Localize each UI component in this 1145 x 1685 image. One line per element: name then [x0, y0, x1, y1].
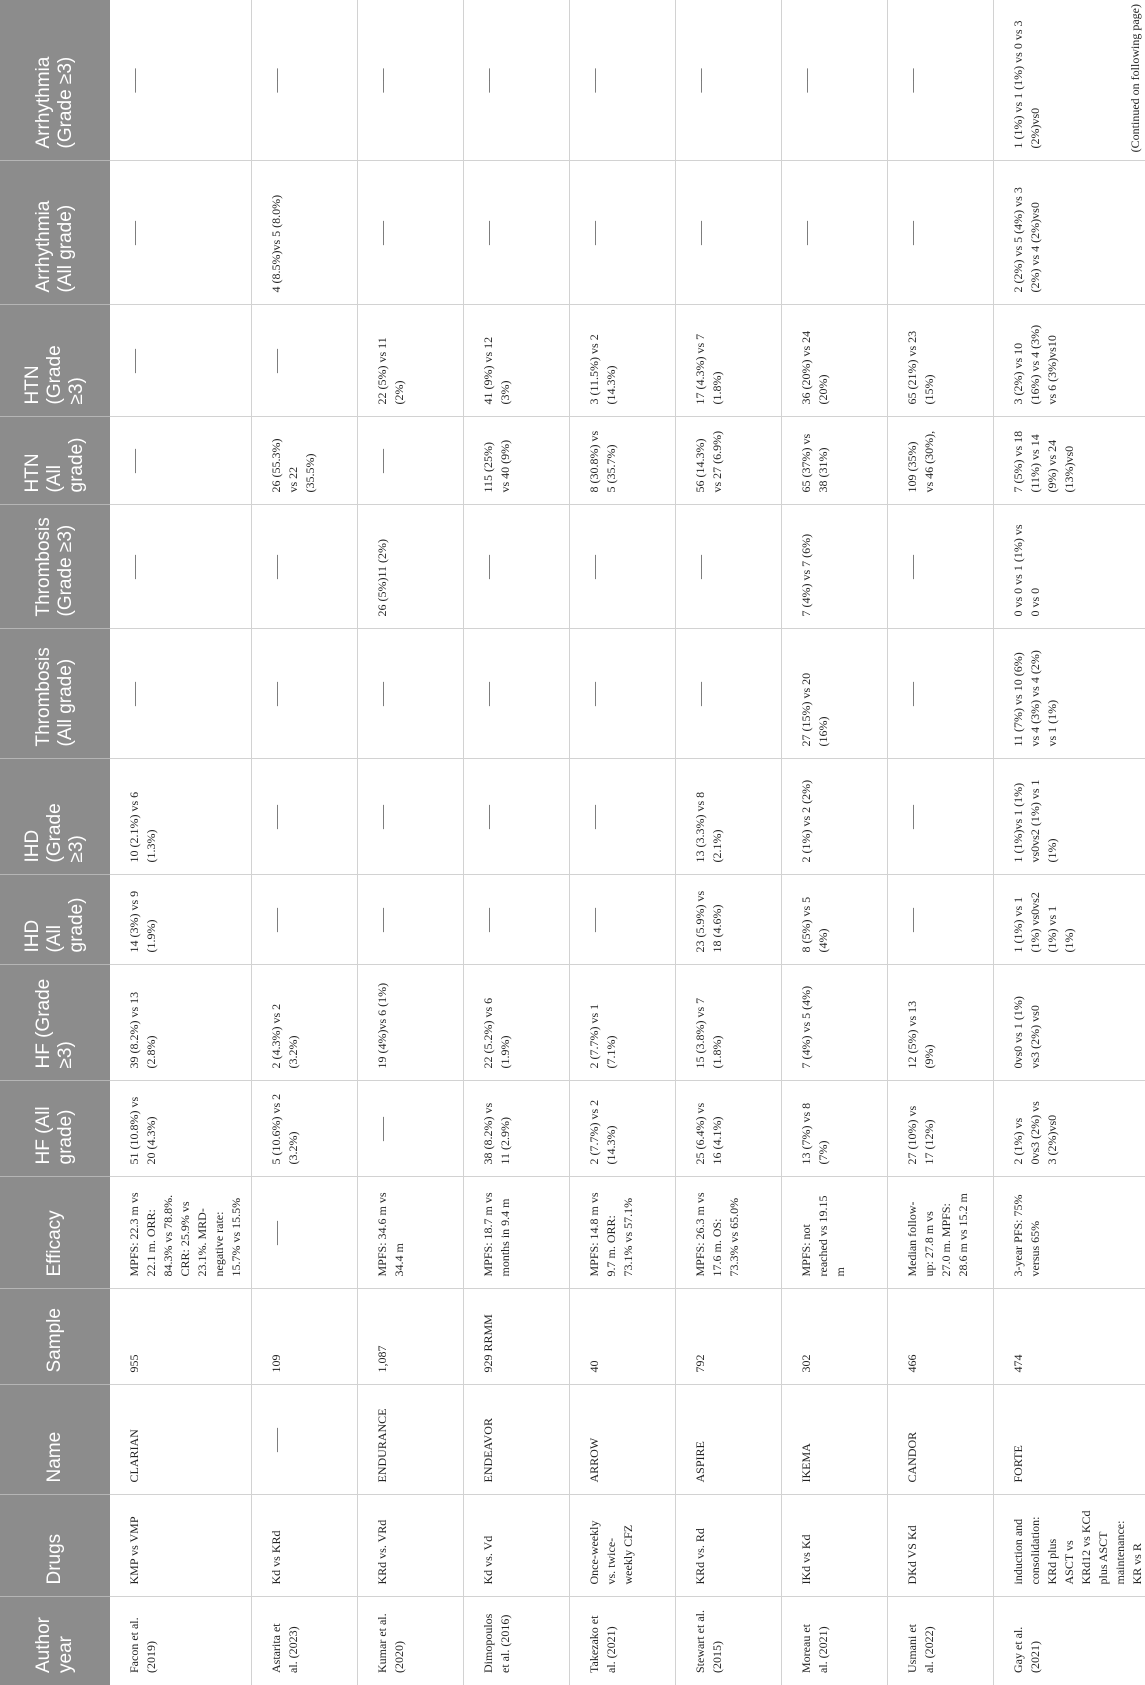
table-cell: 26 (5%)11 (2%) [358, 505, 464, 629]
table-cell: —— [252, 629, 358, 759]
table-cell: KRd vs. VRd [358, 1495, 464, 1597]
table-cell: ENDEAVOR [464, 1385, 570, 1495]
table-cell: —— [464, 629, 570, 759]
table-cell: ENDURANCE [358, 1385, 464, 1495]
table-cell: —— [888, 629, 994, 759]
table-cell: induction and consolidation: KRd plus ASCT vs KRd12 vs KCd plus ASCT maintenance: KR vs R [994, 1495, 1145, 1597]
table-cell: Once-weekly vs. twice-weekly CFZ [570, 1495, 676, 1597]
table-cell: —— [888, 0, 994, 161]
table-cell: MPFS: 22.3 m vs 22.1 m. ORR: 84.3% vs 78.8%. CRR: 25.9% vs 23.1%. MRD-negative rate: 15.7% vs 15.5% [110, 1177, 252, 1289]
table-cell: Stewart et al. (2015) [676, 1597, 782, 1685]
table-cell: MPFS: 26.3 m vs 17.6 m. OS: 73.3% vs 65.0% [676, 1177, 782, 1289]
table-cell: —— [110, 161, 252, 305]
table-cell: —— [570, 629, 676, 759]
table-cell: 12 (5%) vs 13 (9%) [888, 965, 994, 1081]
column-header: Sample [0, 1289, 110, 1385]
table-cell: Takezako et al. (2021) [570, 1597, 676, 1685]
table-cell: 955 [110, 1289, 252, 1385]
table-cell: 51 (10.8%) vs 20 (4.3%) [110, 1081, 252, 1177]
table-cell: 5 (10.6%) vs 2 (3.2%) [252, 1081, 358, 1177]
table-cell: —— [888, 505, 994, 629]
table-cell: 466 [888, 1289, 994, 1385]
table-cell: FORTE [994, 1385, 1145, 1495]
table-cell: 27 (10%) vs 17 (12%) [888, 1081, 994, 1177]
table-cell: Kd vs KRd [252, 1495, 358, 1597]
column-header: Arrhythmia (All grade) [0, 161, 110, 305]
table-cell: 8 (5%) vs 5 (4%) [782, 875, 888, 965]
table-row [994, 0, 1145, 1685]
table-cell: —— [464, 161, 570, 305]
column-header: HTN (All grade) [0, 417, 110, 505]
table-cell: MPFS: 34.6 m vs 34.4 m [358, 1177, 464, 1289]
table-row [358, 0, 464, 1685]
table-cell: CLARIAN [110, 1385, 252, 1495]
table-cell: 0 vs 0 vs 1 (1%) vs 0 vs 0 [994, 505, 1145, 629]
table-cell: —— [358, 0, 464, 161]
table-cell: 302 [782, 1289, 888, 1385]
table-cell: 27 (15%) vs 20 (16%) [782, 629, 888, 759]
table-cell: —— [464, 759, 570, 875]
table-cell: —— [570, 0, 676, 161]
column-header: IHD (All grade) [0, 875, 110, 965]
table-cell: 0vs0 vs 1 (1%) vs3 (2%) vs0 [994, 965, 1145, 1081]
table-cell: 7 (4%) vs 7 (6%) [782, 505, 888, 629]
column-header: IHD (Grade ≥3) [0, 759, 110, 875]
table-cell: 8 (30.8%) vs 5 (35.7%) [570, 417, 676, 505]
table-cell: —— [252, 505, 358, 629]
table-row [782, 0, 888, 1685]
table-cell: MPFS: 18.7 m vs months in 9.4 m [464, 1177, 570, 1289]
table-cell: —— [252, 1177, 358, 1289]
table-cell: MPFS: not reached vs 19.15 m [782, 1177, 888, 1289]
table-cell: —— [676, 505, 782, 629]
table-cell: 4 (8.5%)vs 5 (8.0%) [252, 161, 358, 305]
table-cell: —— [110, 505, 252, 629]
table-cell: —— [570, 875, 676, 965]
table-cell: 14 (3%) vs 9 (1.9%) [110, 875, 252, 965]
table-row [464, 0, 570, 1685]
table-cell: Facon et al. (2019) [110, 1597, 252, 1685]
table-cell: —— [888, 875, 994, 965]
table-cell: —— [676, 629, 782, 759]
table-cell: —— [570, 759, 676, 875]
table-cell: —— [110, 417, 252, 505]
table-cell: 2 (7.7%) vs 2 (14.3%) [570, 1081, 676, 1177]
table-cell: 23 (5.9%) vs 18 (4.6%) [676, 875, 782, 965]
table-cell: Gay et al. (2021) [994, 1597, 1145, 1685]
table-cell: 11 (7%) vs 10 (6%) vs 4 (3%) vs 4 (2%) vs 1 (1%) [994, 629, 1145, 759]
table-cell: —— [570, 161, 676, 305]
table-cell: —— [110, 629, 252, 759]
table-cell: 15 (3.8%) vs 7 (1.8%) [676, 965, 782, 1081]
table-row [252, 0, 358, 1685]
column-header: Drugs [0, 1495, 110, 1597]
table-row [570, 0, 676, 1685]
table-cell: —— [570, 505, 676, 629]
table-cell: 13 (7%) vs 8 (7%) [782, 1081, 888, 1177]
table-cell: —— [252, 875, 358, 965]
table-cell: —— [252, 759, 358, 875]
column-header: HF (Grade ≥3) [0, 965, 110, 1081]
table-cell: —— [464, 875, 570, 965]
table-cell: —— [888, 759, 994, 875]
table-body [110, 0, 1145, 1685]
table-cell: 7 (4%) vs 5 (4%) [782, 965, 888, 1081]
table-cell: 19 (4%)vs 6 (1%) [358, 965, 464, 1081]
table-cell: 38 (8.2%) vs 11 (2.9%) [464, 1081, 570, 1177]
table-cell: Kd vs. Vd [464, 1495, 570, 1597]
table-cell: 1 (1%) vs 1 (1%) vs0vs2 (1%) vs 1 (1%) [994, 875, 1145, 965]
column-header: Thrombosis (All grade) [0, 629, 110, 759]
table-cell: 1 (1%) vs 1 (1%) vs 0 vs 3 (2%)vs0 [994, 0, 1145, 161]
table-cell: ASPIRE [676, 1385, 782, 1495]
table-row [676, 0, 782, 1685]
table-cell: —— [110, 305, 252, 417]
table-row [110, 0, 252, 1685]
table-cell: Moreau et al. (2021) [782, 1597, 888, 1685]
table-cell: DKd VS Kd [888, 1495, 994, 1597]
table-cell: KRd vs. Rd [676, 1495, 782, 1597]
table-cell: Median follow-up: 27.8 m vs 27.0 m. MPFS: 28.6 m vs 15.2 m [888, 1177, 994, 1289]
table-cell: —— [782, 0, 888, 161]
table-cell: —— [358, 875, 464, 965]
table-cell: —— [888, 161, 994, 305]
table-cell: 25 (6.4%) vs 16 (4.1%) [676, 1081, 782, 1177]
table-cell: 2 (7.7%) vs 1 (7.1%) [570, 965, 676, 1081]
table-cell: 2 (1%) vs 2 (2%) [782, 759, 888, 875]
table-cell: 2 (1%) vs 0vs3 (2%) vs 3 (2%)vs0 [994, 1081, 1145, 1177]
table-cell: 1,087 [358, 1289, 464, 1385]
table-cell: KMP vs VMP [110, 1495, 252, 1597]
table-cell: ARROW [570, 1385, 676, 1495]
table-cell: —— [358, 161, 464, 305]
table-cell: —— [358, 417, 464, 505]
table-cell: —— [782, 161, 888, 305]
table-cell: —— [110, 0, 252, 161]
table-cell: 36 (20%) vs 24 (20%) [782, 305, 888, 417]
table-cell: 22 (5%) vs 11 (2%) [358, 305, 464, 417]
table-cell: 65 (37%) vs 38 (31%) [782, 417, 888, 505]
table-cell: —— [358, 759, 464, 875]
column-header: Name [0, 1385, 110, 1495]
table-cell: 1 (1%)vs 1 (1%) vs0vs2 (1%) vs 1 (1%) [994, 759, 1145, 875]
header-row [0, 0, 110, 1685]
table-cell: 7 (5%) vs 18 (11%) vs 14 (9%) vs 24 (13%)vs0 [994, 417, 1145, 505]
table-cell: 2 (2%) vs 5 (4%) vs 3 (2%) vs 4 (2%)vs0 [994, 161, 1145, 305]
table-cell: 10 (2.1%) vs 6 (1.3%) [110, 759, 252, 875]
table-cell: —— [252, 1385, 358, 1495]
table-cell: Astarita et al. (2023) [252, 1597, 358, 1685]
table-cell: 474 [994, 1289, 1145, 1385]
table-cell: —— [676, 0, 782, 161]
table-cell: 22 (5.2%) vs 6 (1.9%) [464, 965, 570, 1081]
table-cell: 65 (21%) vs 23 (15%) [888, 305, 994, 417]
continued-note: (Continued on following page) [1128, 4, 1142, 153]
table-cell: 109 [252, 1289, 358, 1385]
table-cell: Dimopoulos et al. (2016) [464, 1597, 570, 1685]
table-cell: Kumar et al. (2020) [358, 1597, 464, 1685]
column-header: HF (All grade) [0, 1081, 110, 1177]
table-cell: 115 (25%) vs 40 (9%) [464, 417, 570, 505]
table-cell: 3-year PFS: 75% versus 65% [994, 1177, 1145, 1289]
table-cell: 39 (8.2%) vs 13 (2.8%) [110, 965, 252, 1081]
table-cell: —— [358, 629, 464, 759]
column-header: HTN (Grade ≥3) [0, 305, 110, 417]
table-cell: 40 [570, 1289, 676, 1385]
table-cell: —— [358, 1081, 464, 1177]
column-header: Thrombosis (Grade ≥3) [0, 505, 110, 629]
table-cell: 3 (2%) vs 10 (16%) vs 4 (3%) vs 6 (3%)vs10 [994, 305, 1145, 417]
table-cell: —— [252, 0, 358, 161]
table-cell: —— [464, 505, 570, 629]
table-cell: —— [676, 161, 782, 305]
column-header: Efficacy [0, 1177, 110, 1289]
table-cell: 3 (11.5%) vs 2 (14.3%) [570, 305, 676, 417]
table-cell: MPFS: 14.8 m vs 9.7 m. ORR: 73.1% vs 57.1% [570, 1177, 676, 1289]
table-cell: 17 (4.3%) vs 7 (1.8%) [676, 305, 782, 417]
table-cell: 929 RRMM [464, 1289, 570, 1385]
table-cell: CANDOR [888, 1385, 994, 1495]
table-cell: 792 [676, 1289, 782, 1385]
table-cell: 13 (3.3%) vs 8 (2.1%) [676, 759, 782, 875]
table-cell: 56 (14.3%) vs 27 (6.9%) [676, 417, 782, 505]
column-header: Author year [0, 1597, 110, 1685]
table-cell: IKd vs Kd [782, 1495, 888, 1597]
table-cell: 41 (9%) vs 12 (3%) [464, 305, 570, 417]
table-row [888, 0, 994, 1685]
column-header: Arrhythmia (Grade ≥3) [0, 0, 110, 161]
table-cell: —— [252, 305, 358, 417]
table-cell: —— [464, 0, 570, 161]
table-cell: 109 (35%) vs 46 (30%), [888, 417, 994, 505]
table-cell: Usmani et al. (2022) [888, 1597, 994, 1685]
table-cell: IKEMA [782, 1385, 888, 1495]
table-cell: 26 (55.3%) vs 22 (35.5%) [252, 417, 358, 505]
table-cell: 2 (4.3%) vs 2 (3.2%) [252, 965, 358, 1081]
